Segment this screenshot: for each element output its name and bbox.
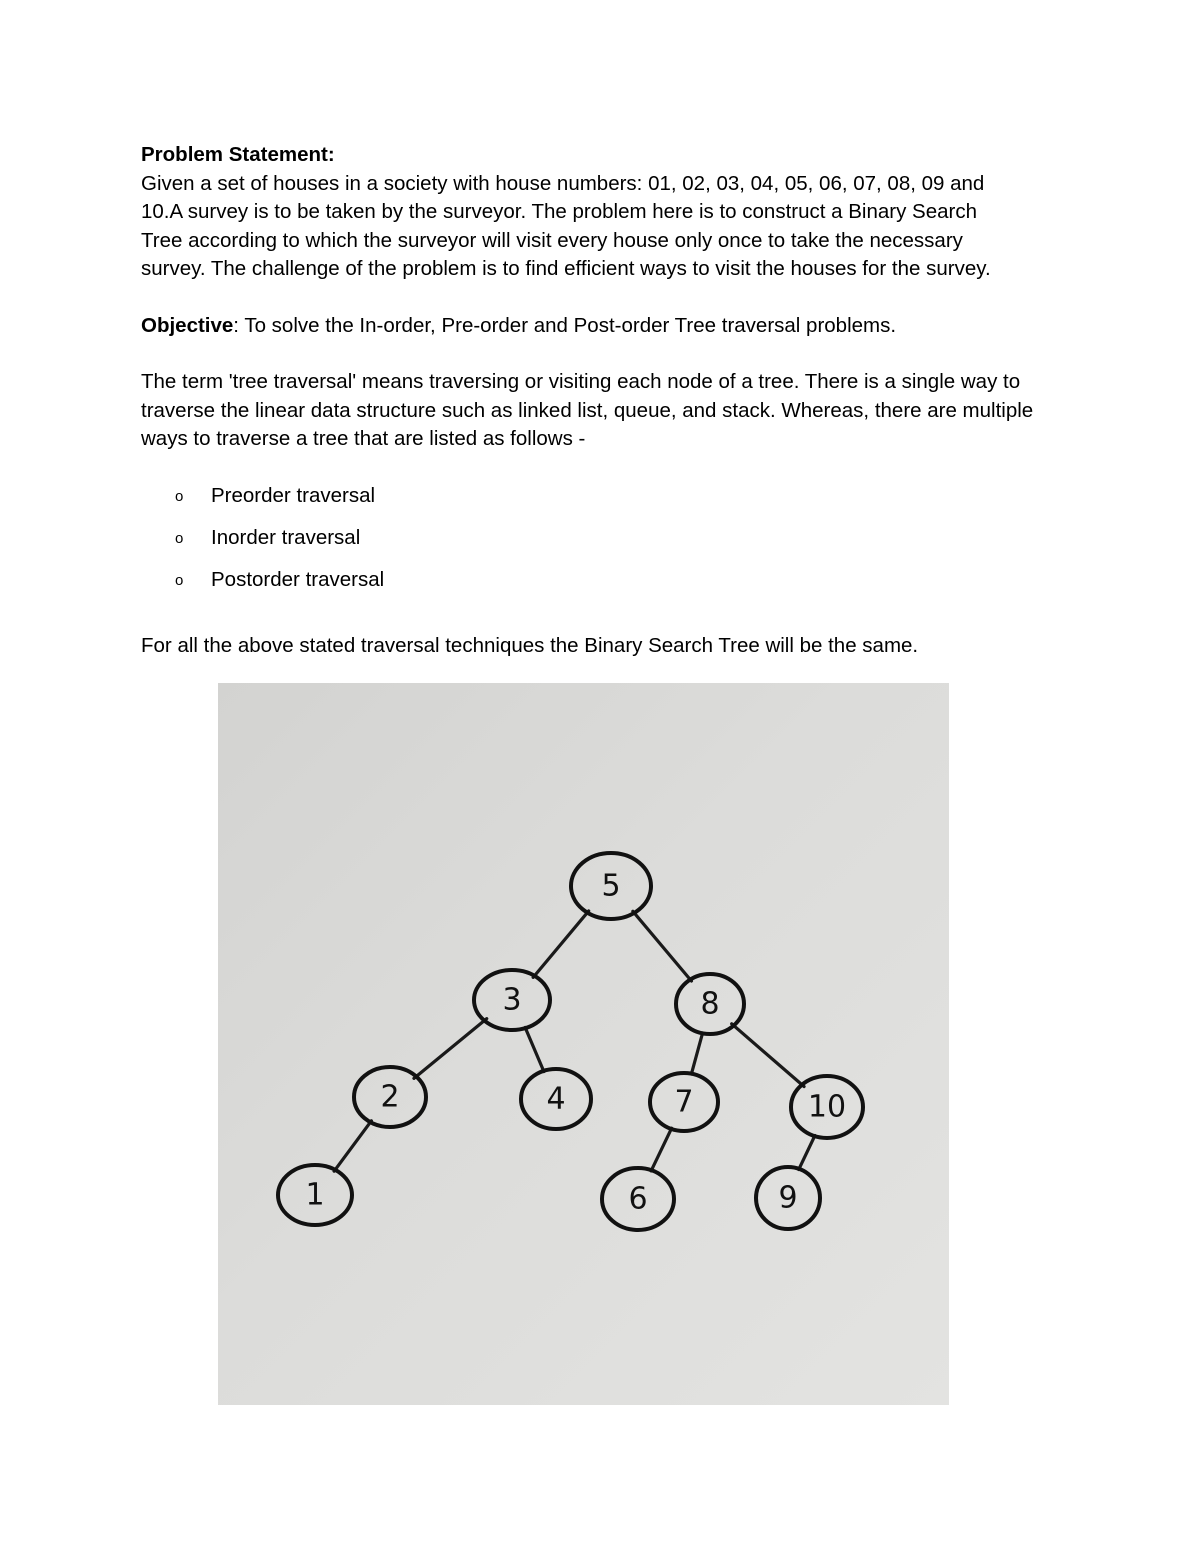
objective-text: : To solve the In-order, Pre-order and Post-order Tree traversal problems. bbox=[233, 314, 897, 337]
problem-line: Given a set of houses in a society with house numbers: 01, 02, 03, 04, 05, 06, 07, 08, 09 and bbox=[141, 171, 985, 195]
tree-photo bbox=[218, 683, 949, 1405]
tree-node-1 bbox=[278, 1165, 352, 1225]
tree-edge-5-3 bbox=[533, 911, 589, 977]
tree-edge-7-6 bbox=[651, 1128, 672, 1171]
list-item-label: Preorder traversal bbox=[211, 484, 376, 507]
tree-edge-8-10 bbox=[732, 1024, 804, 1087]
problem-line: Tree according to which the surveyor will visit every house only once to take the necessary bbox=[141, 228, 963, 252]
term-line: The term 'tree traversal' means traversing or visiting each node of a tree. There is a single way to bbox=[141, 370, 1021, 393]
tree-nodes bbox=[278, 853, 863, 1230]
tree-node-label: 6 bbox=[628, 1181, 648, 1217]
tree-node-8 bbox=[676, 974, 744, 1034]
tree-node-5 bbox=[571, 853, 651, 919]
bullet-marker: o bbox=[175, 572, 184, 589]
tree-edge-3-4 bbox=[525, 1027, 544, 1071]
list-item bbox=[0, 523, 600, 553]
tree-edge-2-1 bbox=[334, 1121, 371, 1171]
tree-node-6 bbox=[602, 1168, 674, 1230]
closing-sentence bbox=[141, 632, 1071, 661]
list-item-label: Postorder traversal bbox=[211, 568, 385, 591]
objective-label: Objective bbox=[141, 314, 234, 337]
tree-edge-5-8 bbox=[633, 911, 692, 981]
tree-node-4 bbox=[521, 1069, 591, 1129]
tree-node-10 bbox=[791, 1076, 863, 1138]
tree-node-label: 1 bbox=[305, 1177, 325, 1213]
binary-search-tree-diagram bbox=[218, 683, 949, 1405]
tree-node-label: 7 bbox=[674, 1084, 694, 1120]
tree-node-label: 9 bbox=[778, 1180, 798, 1216]
tree-node-3 bbox=[474, 970, 550, 1030]
list-item bbox=[0, 565, 600, 595]
tree-node-9 bbox=[756, 1167, 820, 1229]
term-line: ways to traverse a tree that are listed as follows - bbox=[141, 427, 586, 450]
tree-edges bbox=[334, 911, 815, 1171]
bullet-marker: o bbox=[175, 488, 184, 505]
closing-text: For all the above stated traversal techniques the Binary Search Tree will be the same. bbox=[141, 634, 919, 657]
tree-node-label: 2 bbox=[380, 1079, 400, 1115]
problem-statement-heading: Problem Statement: bbox=[141, 143, 335, 166]
problem-line: 10.A survey is to be taken by the surveyor. The problem here is to construct a Binary Search bbox=[141, 200, 977, 223]
tree-node-label: 10 bbox=[807, 1089, 847, 1125]
list-item bbox=[0, 481, 600, 511]
tree-node-label: 8 bbox=[700, 986, 720, 1022]
problem-statement-section bbox=[141, 141, 1071, 284]
tree-node-label: 4 bbox=[546, 1081, 566, 1117]
tree-node-7 bbox=[650, 1073, 718, 1131]
tree-edge-3-2 bbox=[414, 1019, 487, 1079]
list-item-label: Inorder traversal bbox=[211, 526, 361, 549]
tree-node-label: 5 bbox=[601, 868, 621, 904]
tree-edge-10-9 bbox=[799, 1135, 815, 1169]
term-paragraph bbox=[141, 368, 1071, 454]
term-line: traverse the linear data structure such as linked list, queue, and stack. Whereas, there are multiple bbox=[141, 398, 1034, 422]
bullet-marker: o bbox=[175, 530, 184, 547]
problem-line: survey. The challenge of the problem is to find efficient ways to visit the houses for the survey. bbox=[141, 257, 991, 280]
tree-node-2 bbox=[354, 1067, 426, 1127]
tree-node-label: 3 bbox=[502, 982, 522, 1018]
tree-edge-8-7 bbox=[691, 1033, 702, 1074]
objective-section bbox=[141, 312, 1071, 341]
